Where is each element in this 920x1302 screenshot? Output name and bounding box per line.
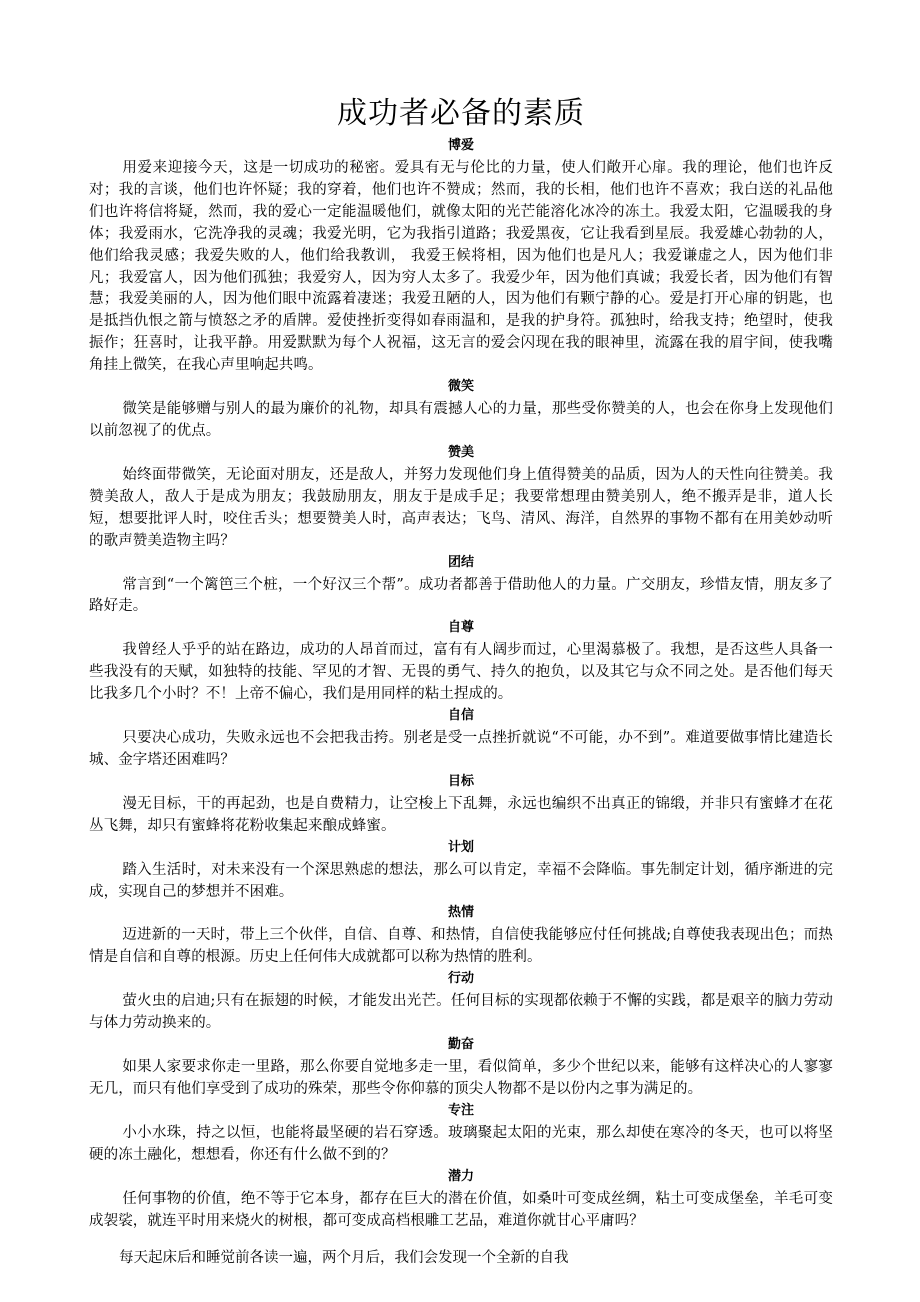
section-zixin xyxy=(89,708,833,772)
section-paragraph: 踏入生活时，对未来没有一个深思熟虑的想法，那么可以肯定，幸福不会降临。事先制定计划，循序渐进的完成，实现自己的梦想并不困难。 xyxy=(89,861,833,900)
section-paragraph: 用爱来迎接今天，这是一切成功的秘密。爱具有无与伦比的力量，使人们敞开心扉。我的理论，他们也许反对；我的言谈，他们也许怀疑；我的穿着，他们也许不赞成；然而，我的长相，他们也许不喜欢；我白送的礼品他们也许将信将疑，然而，我的爱心一定能温暖他们，就像太阳的光芒能溶化冰冷的冻土。我爱太阳，它温暖我的身体；我爱雨水，它洗净我的灵魂；我爱光明，它为我指引道路；我爱黑夜，它让我看到星辰。我爱雄心勃勃的人，他们给我灵感；我爱失败的人，他们给我教训， 我爱王候将相，因为他们也是凡人；我爱谦虚之人，因为他们非凡；我爱富人，因为他们孤独；我爱穷人，因为穷人太多了。我爱少年，因为他们真诚；我爱长者，因为他们有智慧；我爱美丽的人，因为他们眼中流露着凄迷；我爱丑陋的人，因为他们有颗宁静的心。爱是打开心扉的钥匙，也是抵挡仇恨之箭与愤怒之矛的盾牌。爱使挫折变得如春雨温和，是我的护身符。孤独时，给我支持；绝望时，使我振作；狂喜时，让我平静。用爱默默为每个人祝福，这无言的爱会闪现在我的眼神里，流露在我的眉宇间，使我嘴角挂上微笑，在我心声里响起共鸣。 xyxy=(89,160,833,374)
section-paragraph: 如果人家要求你走一里路，那么你要自觉地多走一里，看似简单，多少个世纪以来，能够有这样决心的人寥寥无几，而只有他们享受到了成功的殊荣，那些令你仰慕的顶尖人物都不是以份内之事为满足的。 xyxy=(89,1059,833,1097)
section-heading: 自尊 xyxy=(447,620,474,636)
section-qianli xyxy=(89,1169,833,1233)
section-heading: 赞美 xyxy=(447,444,474,460)
section-heading: 自信 xyxy=(447,708,474,724)
page-title: 成功者必备的素质 xyxy=(337,96,585,131)
section-paragraph: 漫无目标，干的再起劲，也是自费精力，让空梭上下乱舞，永远也编织不出真正的锦缎，并非只有蜜蜂才在花丛飞舞，却只有蜜蜂将花粉收集起来酿成蜂蜜。 xyxy=(89,795,833,834)
section-paragraph: 我曾经人乎乎的站在路边，成功的人昂首而过，富有有人阔步而过，心里渴慕极了。我想，是否这些人具备一些我没有的天赋，如独特的技能、罕见的才智、无畏的勇气、持久的抱负，以及其它与众不同之处。是否他们每天比我多几个小时？不！上帝不偏心，我们是用同样的粘土捏成的。 xyxy=(89,642,833,703)
section-paragraph: 迈进新的一天时，带上三个伙伴，自信、自尊、和热情，自信使我能够应付任何挑战;自尊使我表现出色；而热情是自信和自尊的根源。历史上任何伟大成就都可以称为热情的胜利。 xyxy=(89,927,833,966)
section-heading: 微笑 xyxy=(447,379,474,395)
section-mubiao xyxy=(89,774,833,838)
section-heading: 热情 xyxy=(447,905,474,921)
section-jihua xyxy=(89,840,833,904)
document-page xyxy=(89,88,833,1283)
section-qinfen xyxy=(89,1037,833,1101)
section-paragraph: 萤火虫的启迪;只有在振翅的时候，才能发出光芒。任何目标的实现都依赖于不懈的实践，都是艰辛的脑力劳动与体力劳动换来的。 xyxy=(89,993,833,1032)
section-boai xyxy=(89,138,833,377)
section-heading: 目标 xyxy=(447,773,474,789)
section-tuanjie xyxy=(89,555,833,619)
section-heading: 团结 xyxy=(447,554,474,570)
section-weixiao xyxy=(89,379,833,443)
section-zanmei xyxy=(89,445,833,553)
section-zizun xyxy=(89,620,833,706)
section-heading: 潜力 xyxy=(447,1168,474,1184)
section-paragraph: 常言到“一个篱笆三个桩，一个好汉三个帮”。成功者都善于借助他人的力量。广交朋友，珍惜友情，朋友多了路好走。 xyxy=(89,576,833,615)
section-heading: 专注 xyxy=(447,1102,474,1118)
section-paragraph: 小小水珠，持之以恒，也能将最坚硬的岩石穿透。玻璃聚起太阳的光束，那么却使在寒冷的冬天，也可以将坚硬的冻土融化，想想看，你还有什么做不到的？ xyxy=(89,1124,833,1163)
section-reqing xyxy=(89,905,833,969)
section-paragraph: 只要决心成功，失败永远也不会把我击挎。别老是受一点挫折就说“不可能，办不到”。难道要做事情比建造长城、金字塔还困难吗？ xyxy=(89,730,833,768)
closing-note: 每天起床后和睡觉前各读一遍，两个月后，我们会发现一个全新的自我 xyxy=(119,1249,569,1266)
section-paragraph: 始终面带微笑，无论面对朋友，还是敌人，并努力发现他们身上值得赞美的品质，因为人的天性向往赞美。我赞美敌人，敌人于是成为朋友；我鼓励朋友，朋友于是成手足；我要常想理由赞美别人，绝不搬弄是非，道人长短，想要批评人时，咬住舌头；想要赞美人时，高声表达；飞鸟、清风、海洋，自然界的事物不都有在用美妙动听的歌声赞美造物主吗？ xyxy=(89,466,833,549)
section-zhuanzhu xyxy=(89,1103,833,1167)
section-xingdong xyxy=(89,971,833,1035)
section-heading: 博爱 xyxy=(447,138,474,153)
section-paragraph: 任何事物的价值，绝不等于它本身，都存在巨大的潜在价值，如桑叶可变成丝绸，粘土可变成堡垒，羊毛可变成袈裟，就连平时用来烧火的树根，都可变成高档根雕工艺品，难道你就甘心平庸吗？ xyxy=(89,1190,833,1229)
section-paragraph: 微笑是能够赠与别人的最为廉价的礼物，却具有震撼人心的力量，那些受你赞美的人，也会在你身上发现他们以前忽视了的优点。 xyxy=(89,401,833,439)
section-heading: 计划 xyxy=(447,839,474,855)
section-heading: 勤奋 xyxy=(447,1037,474,1053)
section-heading: 行动 xyxy=(447,971,474,987)
